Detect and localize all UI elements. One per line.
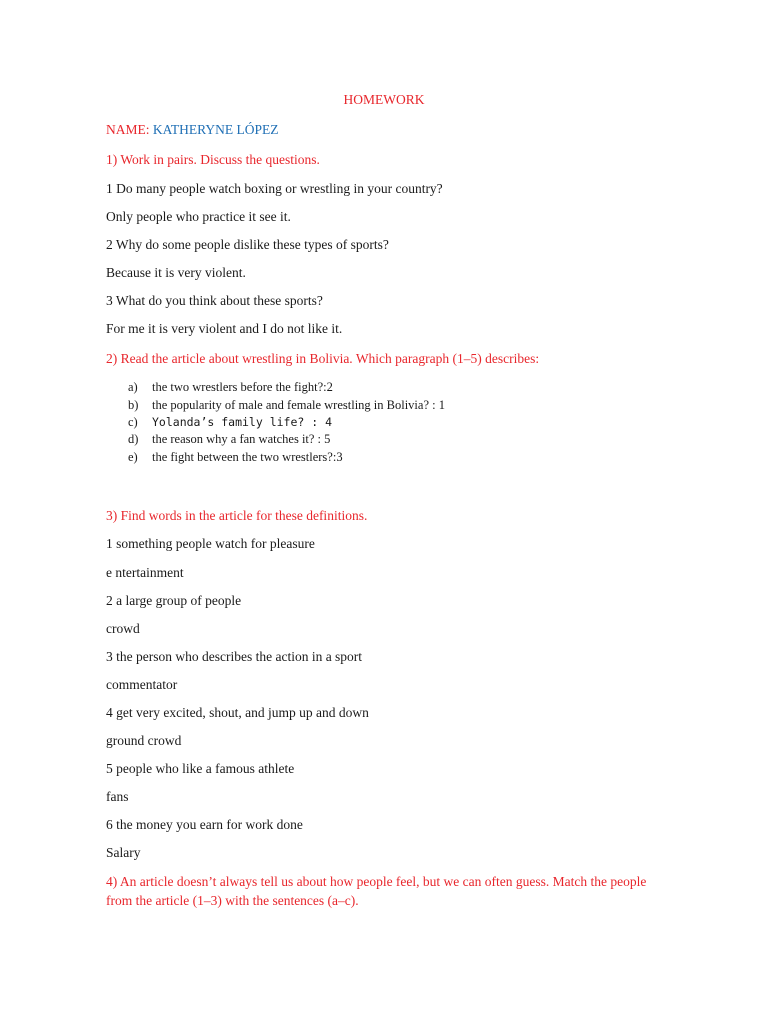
definition-1: 1 something people watch for pleasure — [106, 536, 315, 551]
word-3: commentator — [106, 677, 178, 692]
answer-1: Only people who practice it see it. — [106, 209, 291, 224]
definition-5: 5 people who like a famous athlete — [106, 761, 295, 776]
list-text: the fight between the two wrestlers?:3 — [152, 450, 343, 464]
page-title: HOMEWORK — [343, 92, 425, 107]
answer-3: For me it is very violent and I do not like it. — [106, 321, 343, 336]
list-text: the popularity of male and female wrestling in Bolivia? : 1 — [152, 398, 445, 412]
list-marker: e) — [128, 450, 138, 464]
definition-6: 6 the money you earn for work done — [106, 817, 303, 832]
section2-heading: 2) Read the article about wrestling in Bolivia. Which paragraph (1–5) describes: — [106, 351, 540, 366]
list-marker: a) — [128, 380, 138, 394]
list-text: the reason why a fan watches it? : 5 — [152, 432, 331, 446]
answer-2: Because it is very violent. — [106, 265, 246, 280]
section3-heading: 3) Find words in the article for these definitions. — [106, 508, 368, 523]
word-5: fans — [106, 789, 129, 804]
list-item — [128, 397, 445, 413]
list-item — [128, 379, 333, 395]
list-marker: c) — [128, 415, 138, 429]
question-3: 3 What do you think about these sports? — [106, 293, 323, 308]
word-2: crowd — [106, 621, 140, 636]
section1-heading: 1) Work in pairs. Discuss the questions. — [106, 152, 320, 167]
list-item — [128, 431, 330, 447]
list-item — [128, 414, 332, 430]
definition-4: 4 get very excited, shout, and jump up and down — [106, 705, 369, 720]
word-4: ground crowd — [106, 733, 182, 748]
question-1: 1 Do many people watch boxing or wrestling in your country? — [106, 181, 443, 196]
list-text: the two wrestlers before the fight?:2 — [152, 380, 333, 394]
definition-2: 2 a large group of people — [106, 593, 242, 608]
definition-3: 3 the person who describes the action in a sport — [106, 649, 363, 664]
list-marker: b) — [128, 398, 139, 412]
name-label: NAME: — [106, 122, 150, 137]
word-1: e ntertainment — [106, 565, 184, 580]
section4-heading: 4) An article doesn’t always tell us about how people feel, but we can often guess. Match the people from the article (1–3) with the sentences (a–c). — [106, 874, 647, 908]
list-item — [128, 449, 343, 465]
name-value: KATHERYNE LÓPEZ — [152, 122, 279, 137]
word-6: Salary — [106, 845, 141, 860]
question-2: 2 Why do some people dislike these types of sports? — [106, 237, 389, 252]
student-name-line — [106, 122, 279, 138]
list-marker: d) — [128, 432, 139, 446]
list-text: Yolanda’s family life? : 4 — [152, 415, 333, 429]
